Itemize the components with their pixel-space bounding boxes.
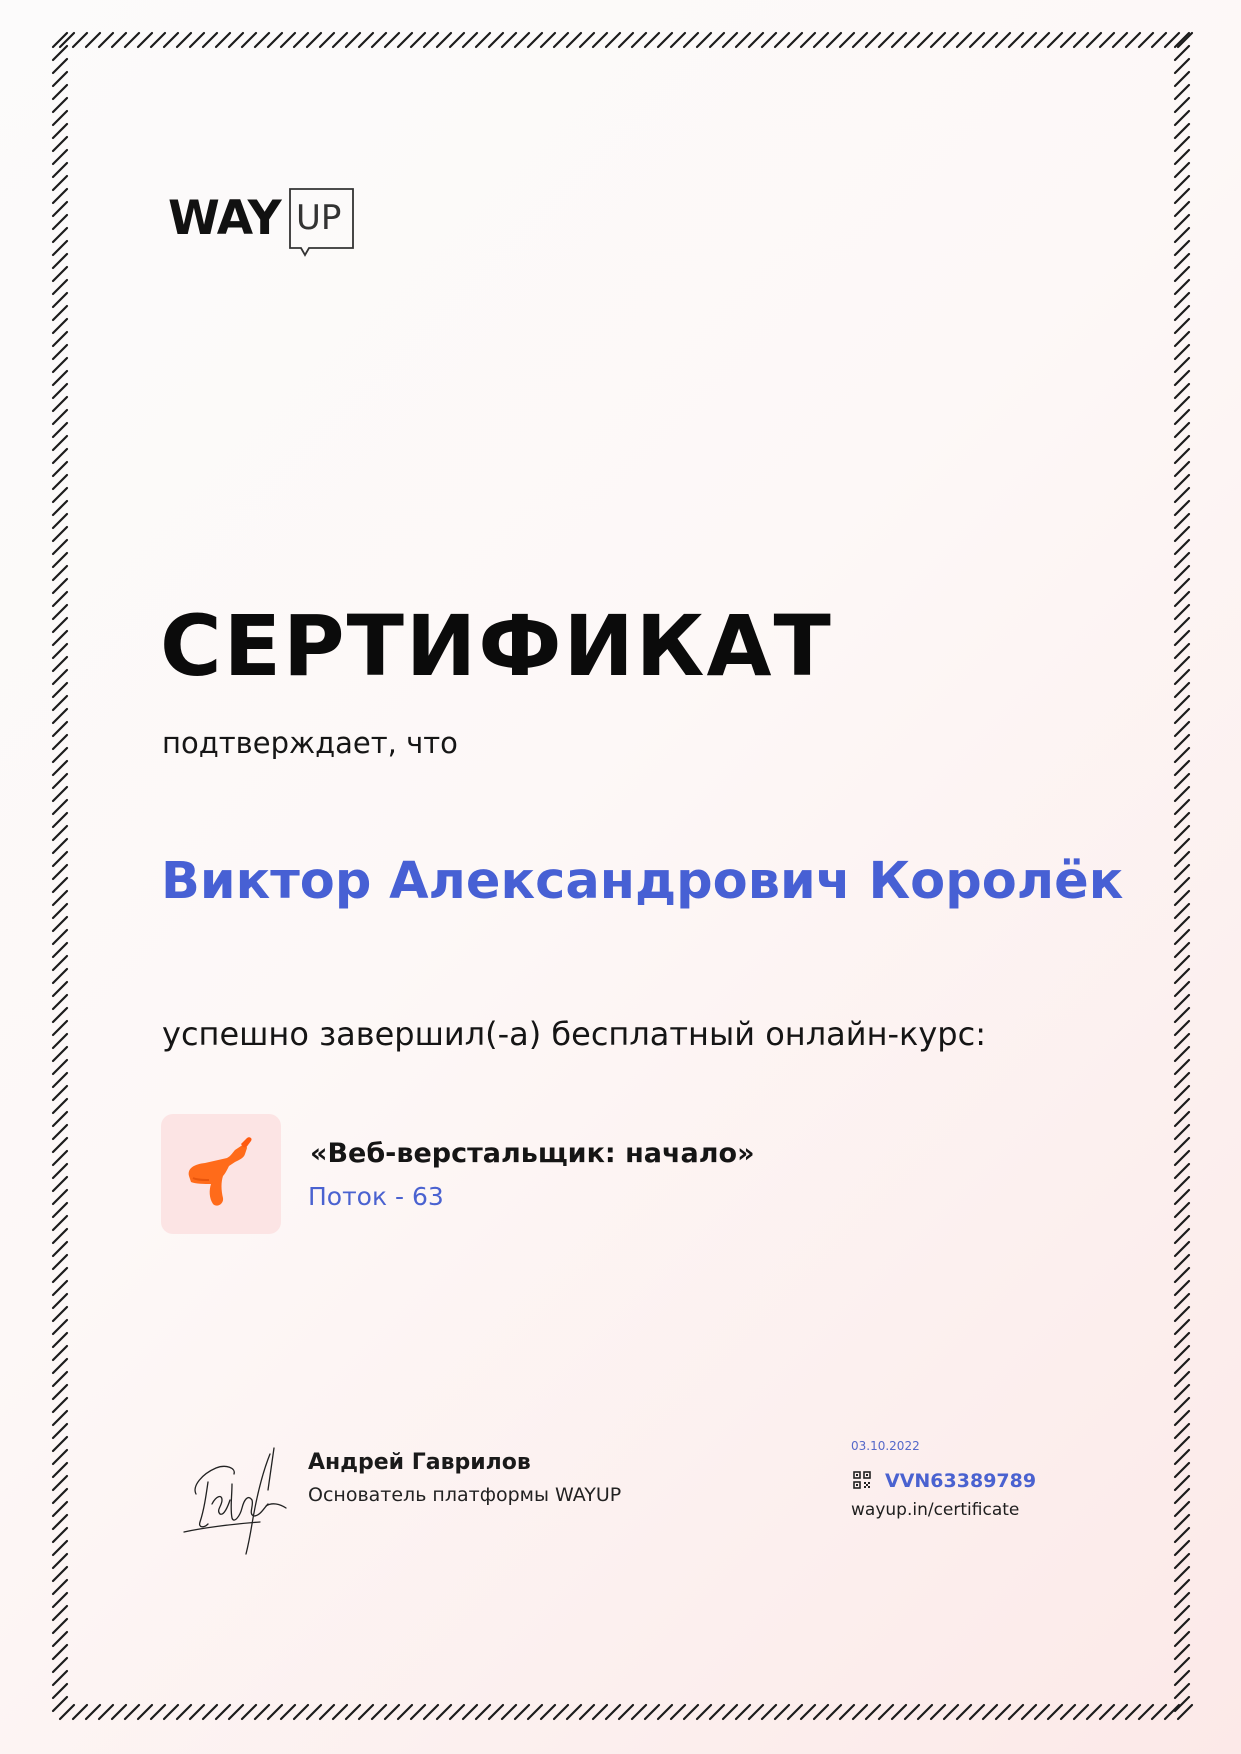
- course-stream: Поток - 63: [308, 1182, 444, 1211]
- completion-text: успешно завершил(-а) бесплатный онлайн-курс:: [162, 1015, 986, 1053]
- course-name: «Веб-верстальщик: начало»: [310, 1138, 755, 1169]
- certificate-subtitle: подтверждает, что: [162, 726, 458, 760]
- qr-code-icon: [853, 1471, 871, 1489]
- issue-date: 03.10.2022: [851, 1439, 920, 1453]
- certificate-title: СЕРТИФИКАТ: [160, 597, 833, 695]
- verification-url: wayup.in/certificate: [851, 1500, 1020, 1520]
- signer-role: Основатель платформы WAYUP: [308, 1484, 622, 1506]
- logo-way-text: WAY: [168, 191, 281, 246]
- logo-up-text: UP: [296, 198, 342, 238]
- recipient-name: Виктор Александрович Королёк: [161, 852, 1124, 911]
- signature: [182, 1444, 292, 1556]
- certificate-id: VVN63389789: [885, 1470, 1037, 1492]
- signer-name: Андрей Гаврилов: [308, 1450, 531, 1475]
- wayup-logo: [168, 187, 358, 259]
- glue-gun-icon: [181, 1136, 261, 1212]
- course-icon-tile: [161, 1114, 281, 1234]
